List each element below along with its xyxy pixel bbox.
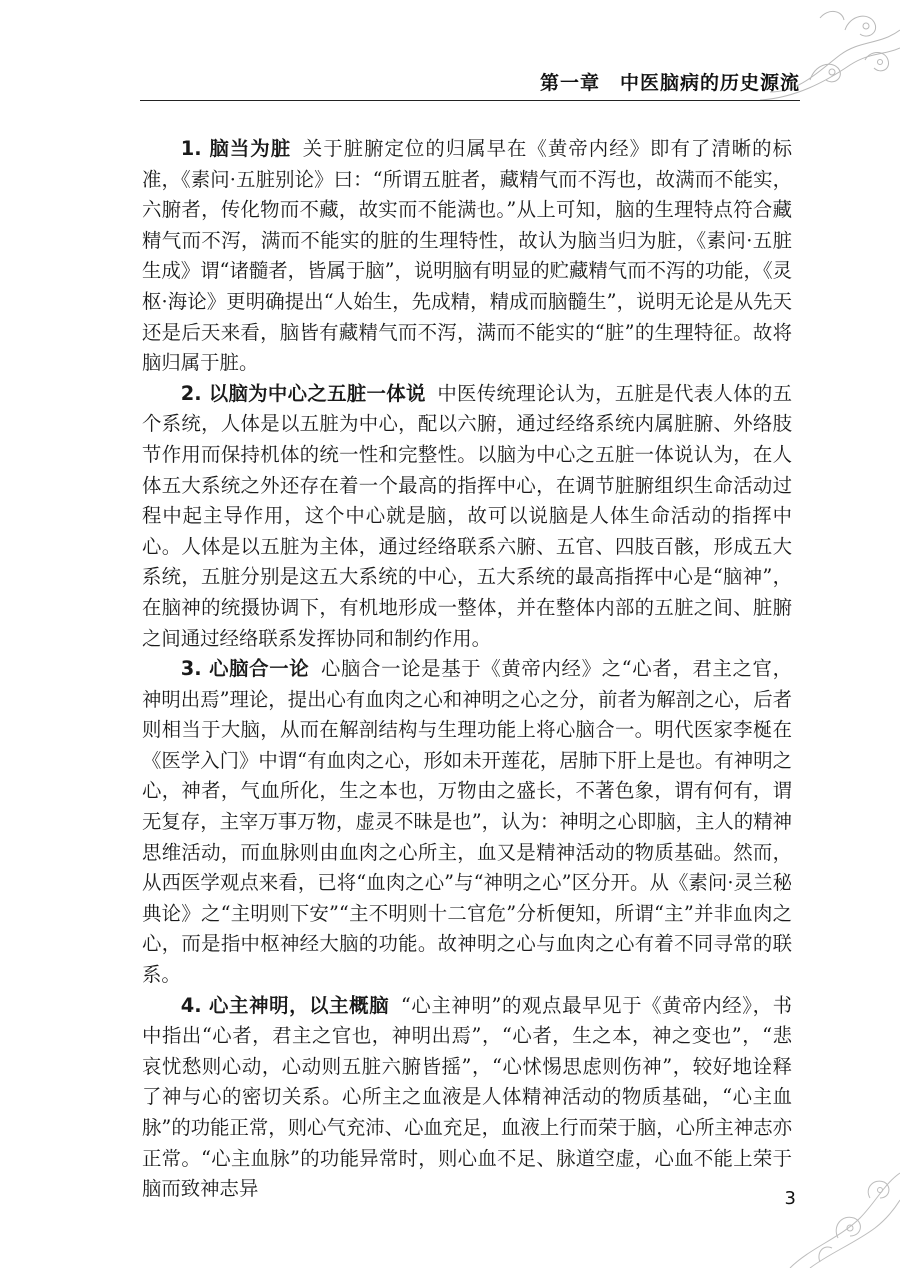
section-heading: 4. 心主神明，以主概脑 <box>180 993 390 1017</box>
page-body <box>142 134 792 1205</box>
running-header: 第一章 中医脑病的历史源流 <box>539 72 800 94</box>
header-rule <box>140 100 800 101</box>
paragraph-1 <box>142 134 792 379</box>
section-heading: 2. 以脑为中心之五脏一体说 <box>180 381 426 405</box>
paragraph-4 <box>142 991 792 1205</box>
paragraph-3 <box>142 654 792 991</box>
paragraph-text: 中医传统理论认为，五脏是代表人体的五个系统，人体是以五脏为中心，配以六腑，通过经络系统内属脏腑、外络肢节作用而保持机体的统一性和完整性。以脑为中心之五脏一体说认为，在人体五大系统之外还存在着一个最高的指挥中心，在调节脏腑组织生命活动过程中起主导作用，这个中心就是脑，故可以说脑是人体生命活动的指挥中心。人体是以五脏为主体，通过经络联系六腑、五官、四肢百骸，形成五大系统，五脏分别是这五大系统的中心，五大系统的最高指挥中心是“脑神”，在脑神的统摄协调下，有机地形成一整体，并在整体内部的五脏之间、脏腑之间通过经络联系发挥协同和制约作用。 <box>142 381 793 650</box>
paragraph-text: 心脑合一论是基于《黄帝内经》之“心者，君主之官，神明出焉”理论，提出心有血肉之心和神明之心之分，前者为解剖之心，后者则相当于大脑，从而在解剖结构与生理功能上将心脑合一。明代医家李梴在《医学入门》中谓“有血肉之心，形如未开莲花，居肺下肝上是也。有神明之心，神者，气血所化，生之本也，万物由之盛长，不著色象，谓有何有，谓无复存，主宰万事万物，虚灵不昧是也”，认为：神明之心即脑，主人的精神思维活动，而血脉则由血肉之心所主，血又是精神活动的物质基础。然而，从西医学观点来看，已将“血肉之心”与“神明之心”区分开。从《素问·灵兰秘典论》之“主明则下安”“主不明则十二官危”分析便知，所谓“主”并非血肉之心，而是指中枢神经大脑的功能。故神明之心与血肉之心有着不同寻常的联系。 <box>142 657 792 987</box>
section-heading: 3. 心脑合一论 <box>180 657 310 681</box>
section-heading: 1. 脑当为脏 <box>180 137 292 160</box>
paragraph-2 <box>142 379 792 654</box>
paragraph-text: 关于脏腑定位的归属早在《黄帝内经》即有了清晰的标准，《素问·五脏别论》曰：“所谓五脏者，藏精气而不泻也，故满而不能实，六腑者，传化物而不藏，故实而不能满也。”从上可知，脑的生理特点符合藏精气而不泻，满而不能实的脏的生理特性，故认为脑当归为脏，《素问·五脏生成》谓“诸髓者，皆属于脑”，说明脑有明显的贮藏精气而不泻的功能，《灵枢·海论》更明确提出“人始生，先成精，精成而脑髓生”，说明无论是从先天还是后天来看，脑皆有藏精气而不泻，满而不能实的“脏”的生理特征。故将脑归属于脏。 <box>142 137 793 375</box>
page-number: 3 <box>784 1188 796 1209</box>
paragraph-text: “心主神明”的观点最早见于《黄帝内经》，书中指出“心者，君主之官也，神明出焉”，“心者，生之本，神之变也”，“悲哀忧愁则心动，心动则五脏六腑皆摇”，“心怵惕思虑则伤神”，较好地诠释了神与心的密切关系。心所主之血液是人体精神活动的物质基础，“心主血脉”的功能正常，则心气充沛、心血充足，血液上行而荣于脑，心所主神志亦正常。“心主血脉”的功能异常时，则心血不足、脉道空虚，心血不能上荣于脑而致神志异 <box>142 993 792 1201</box>
